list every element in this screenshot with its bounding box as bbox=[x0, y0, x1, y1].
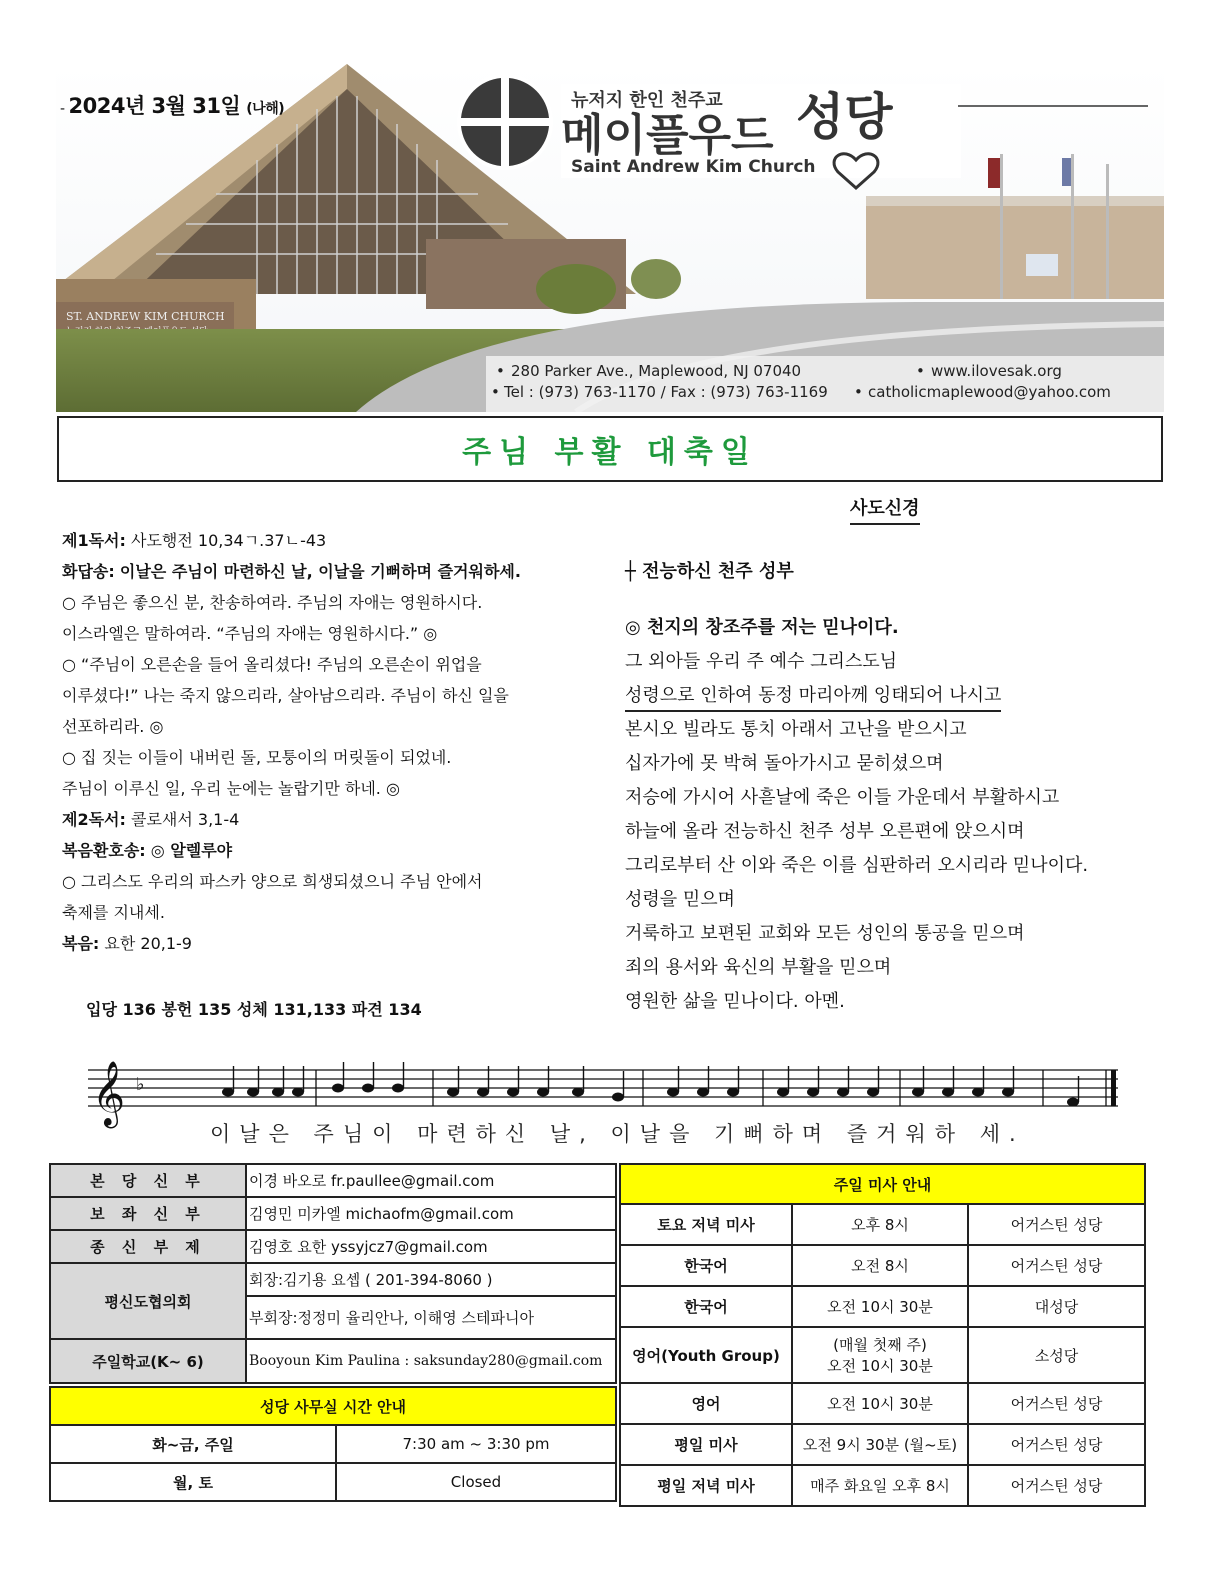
creed-line: 본시오 빌라도 통치 아래서 고난을 받으시고 bbox=[625, 719, 967, 740]
music-lyric: 이날은 주님이 마련하신 날, 이날을 기뻐하며 즐거워하 세. bbox=[210, 1122, 1025, 1146]
first-reading: 제1독서: 사도행전 10,34ㄱ.37ㄴ-43 bbox=[62, 531, 327, 550]
office-hours-table bbox=[49, 1386, 617, 1502]
email-link[interactable]: catholicmaplewood@yahoo.com bbox=[868, 383, 1111, 401]
creed-line: 그 외아들 우리 주 예수 그리스도님 bbox=[625, 651, 898, 672]
note-head bbox=[837, 1088, 849, 1097]
note-head bbox=[777, 1088, 789, 1097]
mass-name: 한국어 bbox=[620, 1286, 792, 1327]
mass-place: 어거스틴 성당 bbox=[968, 1204, 1145, 1245]
table-row bbox=[620, 1286, 1145, 1327]
mass-place: 어거스틴 성당 bbox=[968, 1424, 1145, 1465]
note-head bbox=[942, 1088, 954, 1097]
church-logo bbox=[457, 74, 553, 170]
mass-name: 영어 bbox=[620, 1383, 792, 1424]
mass-name: 한국어 bbox=[620, 1245, 792, 1286]
note-head bbox=[332, 1084, 344, 1093]
creed-line: 거룩하고 보편된 교회와 모든 성인의 통공을 믿으며 bbox=[625, 923, 1025, 944]
creed-bold-line: ◎ 천지의 창조주를 저는 믿나이다. bbox=[625, 617, 899, 638]
gospel: 복음: 요한 20,1-9 bbox=[62, 934, 192, 953]
note-head bbox=[247, 1088, 259, 1097]
mass-time: 오전 10시 30분 bbox=[792, 1383, 968, 1424]
acclamation: 복음환호송: ◎ 알렐루야 bbox=[62, 841, 233, 860]
mass-time: 매주 화요일 오후 8시 bbox=[792, 1465, 968, 1506]
psalm-verse: ○ 집 짓는 이들이 내버린 돌, 모퉁이의 머릿돌이 되었네. bbox=[62, 748, 452, 767]
mass-place: 어거스틴 성당 bbox=[968, 1465, 1145, 1506]
assistant-value: 김영민 미카엘 michaofm@gmail.com bbox=[246, 1197, 616, 1230]
table-row bbox=[620, 1327, 1145, 1383]
creed-title: 사도신경 bbox=[850, 494, 920, 525]
table-row bbox=[620, 1245, 1145, 1286]
creed-line: 죄의 용서와 육신의 부활을 믿으며 bbox=[625, 957, 892, 978]
bulletin-date: - 2024년 3월 31일 (나해) bbox=[60, 94, 285, 118]
treble-clef-icon: 𝄞 bbox=[92, 1061, 126, 1126]
website-link[interactable]: www.ilovesak.org bbox=[931, 362, 1062, 380]
table-row bbox=[50, 1387, 616, 1425]
mass-name: 평일 저녁 미사 bbox=[620, 1465, 792, 1506]
feast-title-box bbox=[57, 416, 1163, 482]
office-title: 성당 사무실 시간 안내 bbox=[50, 1387, 616, 1425]
creed-line: 성령을 믿으며 bbox=[625, 889, 736, 910]
mass-name: 평일 미사 bbox=[620, 1424, 792, 1465]
mass-name: 토요 저녁 미사 bbox=[620, 1204, 792, 1245]
year-cycle: (나해) bbox=[246, 101, 285, 117]
flat-icon: ♭ bbox=[136, 1074, 145, 1095]
council-label: 평신도협의회 bbox=[50, 1263, 246, 1339]
assistant-label: 보 좌 신 부 bbox=[50, 1197, 246, 1230]
table-row bbox=[620, 1204, 1145, 1245]
org-english: Saint Andrew Kim Church bbox=[571, 157, 816, 177]
org-line3: 성당 bbox=[796, 88, 893, 146]
table-row bbox=[50, 1230, 616, 1263]
note-head bbox=[572, 1088, 584, 1097]
creed-section bbox=[625, 555, 1185, 1019]
svg-text:•: • bbox=[916, 362, 925, 380]
mass-time: 오전 8시 bbox=[792, 1245, 968, 1286]
psalm-verse: 이루셨다!” 나는 죽지 않으리라, 살아남으리라. 주님이 하신 일을 bbox=[62, 686, 509, 705]
org-line2: 메이플우드 bbox=[561, 110, 774, 161]
note-head bbox=[292, 1088, 304, 1097]
acclamation-verse: ○ 그리스도 우리의 파스카 양으로 희생되셨으니 주님 안에서 bbox=[62, 872, 483, 891]
psalm-verse: ○ 주님은 좋으신 분, 찬송하여라. 주님의 자애는 영원하시다. bbox=[62, 593, 483, 612]
table-row bbox=[620, 1164, 1145, 1204]
note-head bbox=[612, 1093, 624, 1102]
table-row bbox=[620, 1383, 1145, 1424]
svg-text:•: • bbox=[854, 383, 863, 401]
table-row bbox=[620, 1465, 1145, 1506]
deacon-label: 종 신 부 제 bbox=[50, 1230, 246, 1263]
psalm-verse: 주님이 이루신 일, 우리 눈에는 놀랍기만 하네. ◎ bbox=[62, 779, 400, 798]
mass-schedule-table bbox=[619, 1163, 1146, 1507]
org-line1: 뉴저지 한인 천주교 bbox=[571, 90, 723, 111]
mass-place: 대성당 bbox=[968, 1286, 1145, 1327]
note-head bbox=[1002, 1088, 1014, 1097]
note-head bbox=[537, 1088, 549, 1097]
clergy-table bbox=[49, 1163, 617, 1384]
note-head bbox=[272, 1088, 284, 1097]
council-value-2: 부회장:정정미 율리안나, 이해영 스테파니아 bbox=[246, 1296, 616, 1339]
table-row bbox=[50, 1197, 616, 1230]
mass-place: 소성당 bbox=[968, 1327, 1145, 1383]
pastor-value: 이경 바오로 fr.paullee@gmail.com bbox=[246, 1164, 616, 1197]
acclamation-verse: 축제를 지내세. bbox=[62, 903, 165, 922]
svg-text:•: • bbox=[491, 383, 500, 401]
office-time: 7:30 am ~ 3:30 pm bbox=[336, 1425, 616, 1463]
second-reading: 제2독서: 콜로새서 3,1-4 bbox=[62, 810, 240, 829]
note-head bbox=[392, 1084, 404, 1093]
note-head bbox=[972, 1088, 984, 1097]
note-head bbox=[912, 1088, 924, 1097]
deacon-value: 김영호 요한 yssyjcz7@gmail.com bbox=[246, 1230, 616, 1263]
mass-title: 주일 미사 안내 bbox=[620, 1164, 1145, 1204]
council-value-1: 회장:김기용 요셉 ( 201-394-8060 ) bbox=[246, 1263, 616, 1296]
mass-time: (매월 첫째 주) 오전 10시 30분 bbox=[792, 1327, 968, 1383]
creed-line: 그리로부터 산 이와 죽은 이를 심판하러 오시리라 믿나이다. bbox=[625, 855, 1089, 876]
psalm-verse: 이스라엘은 말하여라. “주님의 자애는 영원하시다.” ◎ bbox=[62, 624, 438, 643]
school-label: 주일학교(K~ 6) bbox=[50, 1339, 246, 1383]
mass-time: 오전 10시 30분 bbox=[792, 1286, 968, 1327]
note-head bbox=[222, 1088, 234, 1097]
pastor-label: 본 당 신 부 bbox=[50, 1164, 246, 1197]
note-head bbox=[697, 1088, 709, 1097]
creed-line: 저승에 가시어 사흗날에 죽은 이들 가운데서 부활하시고 bbox=[625, 787, 1060, 808]
address-text: 280 Parker Ave., Maplewood, NJ 07040 bbox=[511, 362, 802, 380]
note-head bbox=[362, 1084, 374, 1093]
creed-line: 성령으로 인하여 동정 마리아께 잉태되어 나시고 bbox=[625, 679, 1185, 713]
creed-line: 하늘에 올라 전능하신 천주 성부 오른편에 앉으시며 bbox=[625, 821, 1025, 842]
note-head bbox=[727, 1088, 739, 1097]
note-head bbox=[807, 1088, 819, 1097]
table-row bbox=[50, 1164, 616, 1197]
hymn-numbers: 입당 136 봉헌 135 성체 131,133 파견 134 bbox=[86, 1000, 422, 1019]
note-head bbox=[867, 1088, 879, 1097]
note-head bbox=[667, 1088, 679, 1097]
mass-name: 영어(Youth Group) bbox=[620, 1327, 792, 1383]
office-day: 화~금, 주일 bbox=[50, 1425, 336, 1463]
creed-opening: ┼ 전능하신 천주 성부 bbox=[625, 561, 794, 582]
office-day: 월, 토 bbox=[50, 1463, 336, 1501]
note-head bbox=[1067, 1098, 1079, 1107]
psalm-verse: 선포하리라. ◎ bbox=[62, 717, 164, 736]
psalm: 화답송: 이날은 주님이 마련하신 날, 이날을 기뻐하며 즐거워하세. bbox=[62, 562, 521, 581]
table-row bbox=[50, 1263, 616, 1296]
office-time: Closed bbox=[336, 1463, 616, 1501]
table-row bbox=[620, 1424, 1145, 1465]
readings-section bbox=[62, 525, 622, 959]
creed-line: 십자가에 못 박혀 돌아가시고 묻히셨으며 bbox=[625, 753, 944, 774]
feast-title: 주님 부활 대축일 bbox=[462, 435, 758, 470]
mass-time: 오후 8시 bbox=[792, 1204, 968, 1245]
sign-text-1: ST. ANDREW KIM CHURCH bbox=[66, 310, 225, 323]
note-head bbox=[477, 1088, 489, 1097]
table-row bbox=[50, 1463, 616, 1501]
school-value: Booyoun Kim Paulina : saksunday280@gmail.com bbox=[246, 1339, 616, 1383]
note-head bbox=[447, 1088, 459, 1097]
phone-fax-text: Tel : (973) 763-1170 / Fax : (973) 763-1169 bbox=[504, 383, 828, 401]
mass-place: 어거스틴 성당 bbox=[968, 1245, 1145, 1286]
psalm-verse: ○ “주님이 오른손을 들어 올리셨다! 주님의 오른손이 위업을 bbox=[62, 655, 482, 674]
table-row bbox=[50, 1339, 616, 1383]
creed-line: 영원한 삶을 믿나이다. 아멘. bbox=[625, 991, 845, 1012]
mass-time: 오전 9시 30분 (월~토) bbox=[792, 1424, 968, 1465]
mass-place: 어거스틴 성당 bbox=[968, 1383, 1145, 1424]
table-row bbox=[50, 1425, 616, 1463]
svg-text:•: • bbox=[496, 362, 505, 380]
note-head bbox=[507, 1088, 519, 1097]
